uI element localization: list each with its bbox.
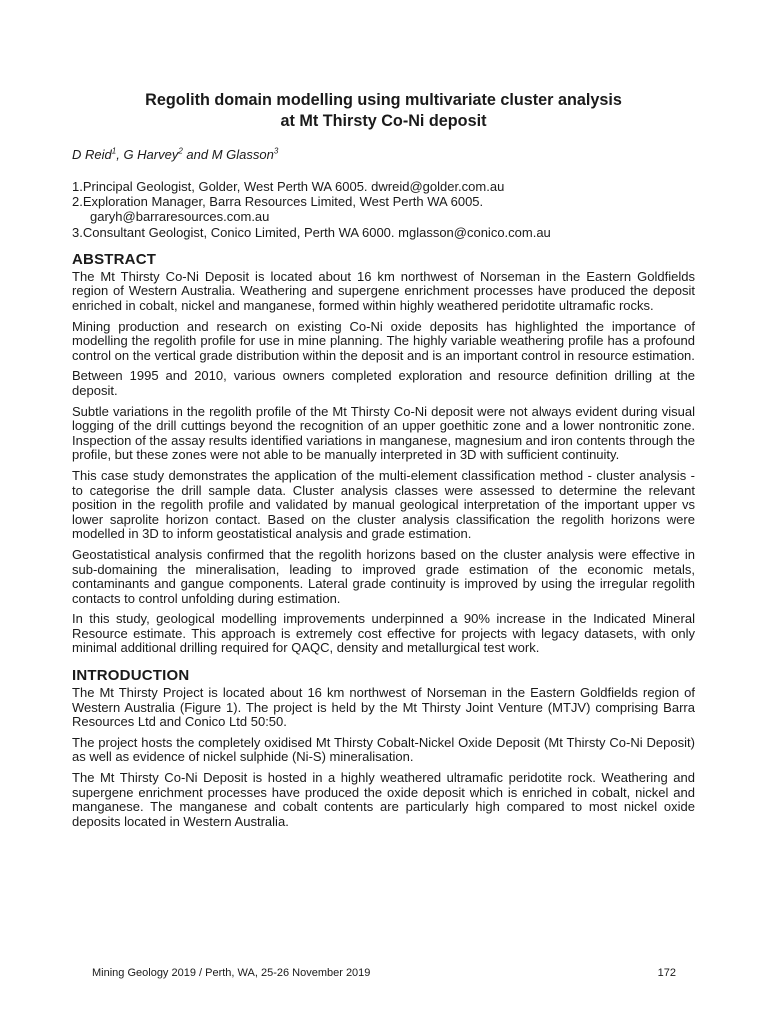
affiliations [72,179,695,240]
abstract-paragraph: Geostatistical analysis confirmed that the regolith horizons based on the cluster analysis were effective in sub-domaining the mineralisation, leading to improved grade estimation of the economic metals, contaminants and gangue components. Lateral grade continuity is improved by using the irregular regolith contacts to control unfolding during estimation. [72,546,695,606]
title-line-1: Regolith domain modelling using multivariate cluster analysis [145,91,622,109]
abstract-paragraph: Between 1995 and 2010, various owners completed exploration and resource definition drilling at the deposit. [72,368,695,398]
abstract-paragraph: In this study, geological modelling improvements underpinned a 90% increase in the Indicated Mineral Resource estimate. This approach is extremely cost effective for projects with legacy datasets, with only minimal additional drilling required for QAQC, density and metallurgical test work. [72,611,695,656]
author-affiliation-mark: 1 [111,146,117,156]
introduction-heading: INTRODUCTION [72,667,190,685]
affiliation-line: 3.Consultant Geologist, Conico Limited, Perth WA 6000. mglasson@conico.com.au [72,224,551,240]
paper-page [72,90,695,835]
affiliation-line: 1.Principal Geologist, Golder, West Perth WA 6005. dwreid@golder.com.au [72,179,505,194]
author-affiliation-mark: 2 [178,146,183,156]
author-list [72,147,695,163]
introduction-paragraph: The project hosts the completely oxidised Mt Thirsty Cobalt-Nickel Oxide Deposit (Mt Thirsty Co-Ni Deposit) as well as evidence of nickel sulphide (Ni-S) mineralisation. [72,734,695,765]
abstract-paragraph: Mining production and research on existing Co-Ni oxide deposits has highlighted the importance of modelling the regolith profile for use in mine planning. The highly variable weathering profile has a profound control on the vertical grade distribution within the deposit and is an important control in resource estimation. [72,318,695,363]
author-separator: and [182,147,212,162]
introduction-paragraph: The Mt Thirsty Co-Ni Deposit is hosted in a highly weathered ultramafic peridotite rock. Weathering and supergene enrichment processes have produced the oxide deposit which is enriched in cobalt, nickel and manganese. The manganese and cobalt contents are particularly high compared to most nickel oxide deposits located in Western Australia. [72,770,695,829]
title-line-2: at Mt Thirsty Co-Ni deposit [280,112,487,130]
affiliation-line: garyh@barraresources.com.au [90,209,270,225]
page-number: 172 [657,967,676,979]
introduction-paragraph: The Mt Thirsty Project is located about 16 km northwest of Norseman in the Eastern Goldfields region of Western Australia (Figure 1). The project is held by the Mt Thirsty Joint Venture (MTJV) comprising Barra Resources Ltd and Conico Ltd 50:50. [72,685,695,730]
abstract-paragraph: This case study demonstrates the application of the multi-element classification method - cluster analysis - to categorise the drill sample data. Cluster analysis classes were assessed to determine the relevant position in the regolith profile and validated by manual geological interpretation of the important upper vs lower saprolite horizon contact. Based on the cluster analysis classification the regolith horizons were modelled in 3D to inform geostatistical analysis and grade estimation. [72,467,695,542]
author-name: G Harvey [123,147,179,162]
author-affiliation-mark: 3 [273,146,279,156]
paper-title [72,90,695,132]
affiliation-line: 2.Exploration Manager, Barra Resources Limited, West Perth WA 6005. [72,194,484,210]
abstract-paragraph: The Mt Thirsty Co-Ni Deposit is located about 16 km northwest of Norseman in the Eastern Goldfields region of Western Australia. Weathering and supergene enrichment processes have produced the deposit enriched in cobalt, nickel and manganese, formed within highly weathered peridotite ultramafic rocks. [72,268,695,313]
abstract-heading: ABSTRACT [72,250,157,268]
conference-name: Mining Geology 2019 / Perth, WA, 25-26 November 2019 [92,967,371,979]
author-separator: , [116,147,124,162]
author-name: D Reid [72,147,112,162]
abstract-paragraph: Subtle variations in the regolith profile of the Mt Thirsty Co-Ni deposit were not always evident during visual logging of the drill cuttings beyond the recognition of an upper goethitic zone and a lower nontronitic zone. Inspection of the assay results identified variations in manganese, magnesium and iron contents through the profile, but these zones were not able to be manually interpreted in 3D with sufficient continuity. [72,403,695,463]
author-name: M Glasson [211,147,274,162]
